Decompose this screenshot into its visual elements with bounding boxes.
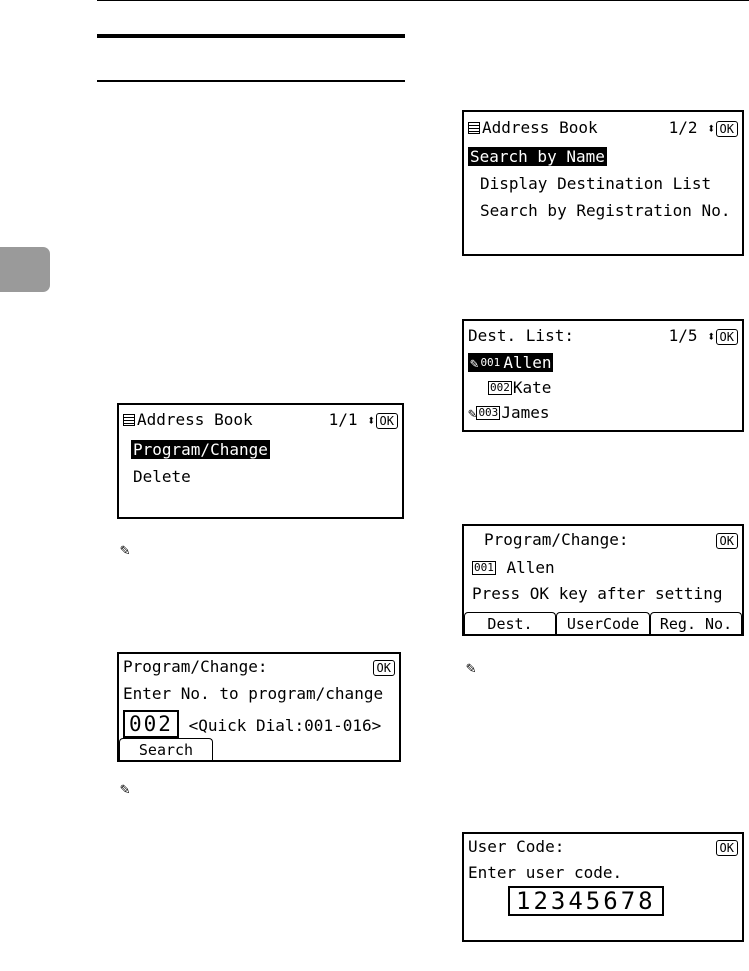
entry-name: Allen bbox=[506, 558, 555, 577]
up-down-arrow-icon: ⬍ bbox=[707, 329, 716, 345]
menu-item-search-by-name[interactable]: Search by Name bbox=[470, 147, 605, 166]
entry-number: 001 bbox=[474, 561, 494, 574]
lcd-destination-list bbox=[462, 319, 744, 432]
tab-usercode[interactable]: UserCode bbox=[556, 612, 650, 634]
lcd-title: Address Book bbox=[137, 410, 253, 429]
menu-item-search-by-registration[interactable]: Search by Registration No. bbox=[480, 201, 731, 220]
lcd-address-book-search bbox=[462, 110, 744, 256]
address-book-icon bbox=[123, 414, 135, 426]
ok-button[interactable]: OK bbox=[716, 533, 738, 549]
user-code-input[interactable]: 12345678 bbox=[508, 886, 664, 916]
lcd-title: Address Book bbox=[482, 118, 598, 137]
pencil-note-icon: ✎ bbox=[120, 779, 130, 798]
tab-reg-no[interactable]: Reg. No. bbox=[650, 612, 742, 634]
destination-icon: ✎ bbox=[468, 406, 477, 422]
entry-number: 003 bbox=[478, 406, 499, 419]
destination-icon: ✎ bbox=[470, 356, 479, 372]
prompt-text: Enter No. to program/change bbox=[123, 684, 384, 703]
status-message: Press OK key after setting bbox=[472, 584, 723, 603]
entry-number: 002 bbox=[490, 381, 510, 394]
section-heading-rule-top bbox=[97, 34, 405, 38]
entry-name[interactable]: Allen bbox=[503, 353, 552, 372]
menu-item-delete[interactable]: Delete bbox=[133, 467, 191, 486]
up-down-arrow-icon: ⬍ bbox=[367, 413, 376, 429]
ok-button[interactable]: OK bbox=[716, 121, 738, 137]
ok-button[interactable]: OK bbox=[373, 660, 395, 676]
up-down-arrow-icon: ⬍ bbox=[707, 121, 716, 137]
entry-number: 001 bbox=[480, 356, 501, 369]
lcd-title: Dest. List: bbox=[468, 326, 574, 345]
menu-item-program-change[interactable]: Program/Change bbox=[133, 440, 268, 459]
lcd-title: User Code: bbox=[468, 837, 565, 856]
ok-button[interactable]: OK bbox=[376, 413, 398, 429]
ok-button[interactable]: OK bbox=[716, 329, 738, 345]
lcd-title: Program/Change: bbox=[123, 657, 268, 676]
number-input[interactable]: 002 bbox=[123, 710, 179, 738]
page-indicator: 1/5 bbox=[668, 326, 698, 345]
top-rule bbox=[97, 0, 749, 1]
section-heading-rule-bottom bbox=[97, 80, 405, 82]
ok-button[interactable]: OK bbox=[716, 840, 738, 856]
menu-item-display-destination-list[interactable]: Display Destination List bbox=[480, 174, 712, 193]
lcd-title: Program/Change: bbox=[484, 530, 629, 549]
lcd-program-change-entry bbox=[462, 524, 744, 636]
pencil-note-icon: ✎ bbox=[466, 658, 476, 677]
entry-name[interactable]: James bbox=[501, 403, 550, 422]
lcd-address-book-program bbox=[117, 403, 404, 519]
tab-dest[interactable]: Dest. bbox=[464, 612, 556, 634]
entry-name[interactable]: Kate bbox=[512, 378, 552, 397]
lcd-program-change-number bbox=[117, 652, 401, 762]
address-book-icon bbox=[468, 122, 480, 134]
range-hint: <Quick Dial:001-016> bbox=[188, 716, 382, 735]
prompt-text: Enter user code. bbox=[468, 863, 623, 882]
lcd-user-code bbox=[462, 832, 744, 942]
chapter-tab bbox=[0, 247, 50, 292]
page-indicator: 1/1 bbox=[328, 410, 358, 429]
pencil-note-icon: ✎ bbox=[120, 540, 130, 559]
page-indicator: 1/2 bbox=[668, 118, 698, 137]
search-button[interactable]: Search bbox=[119, 738, 213, 760]
